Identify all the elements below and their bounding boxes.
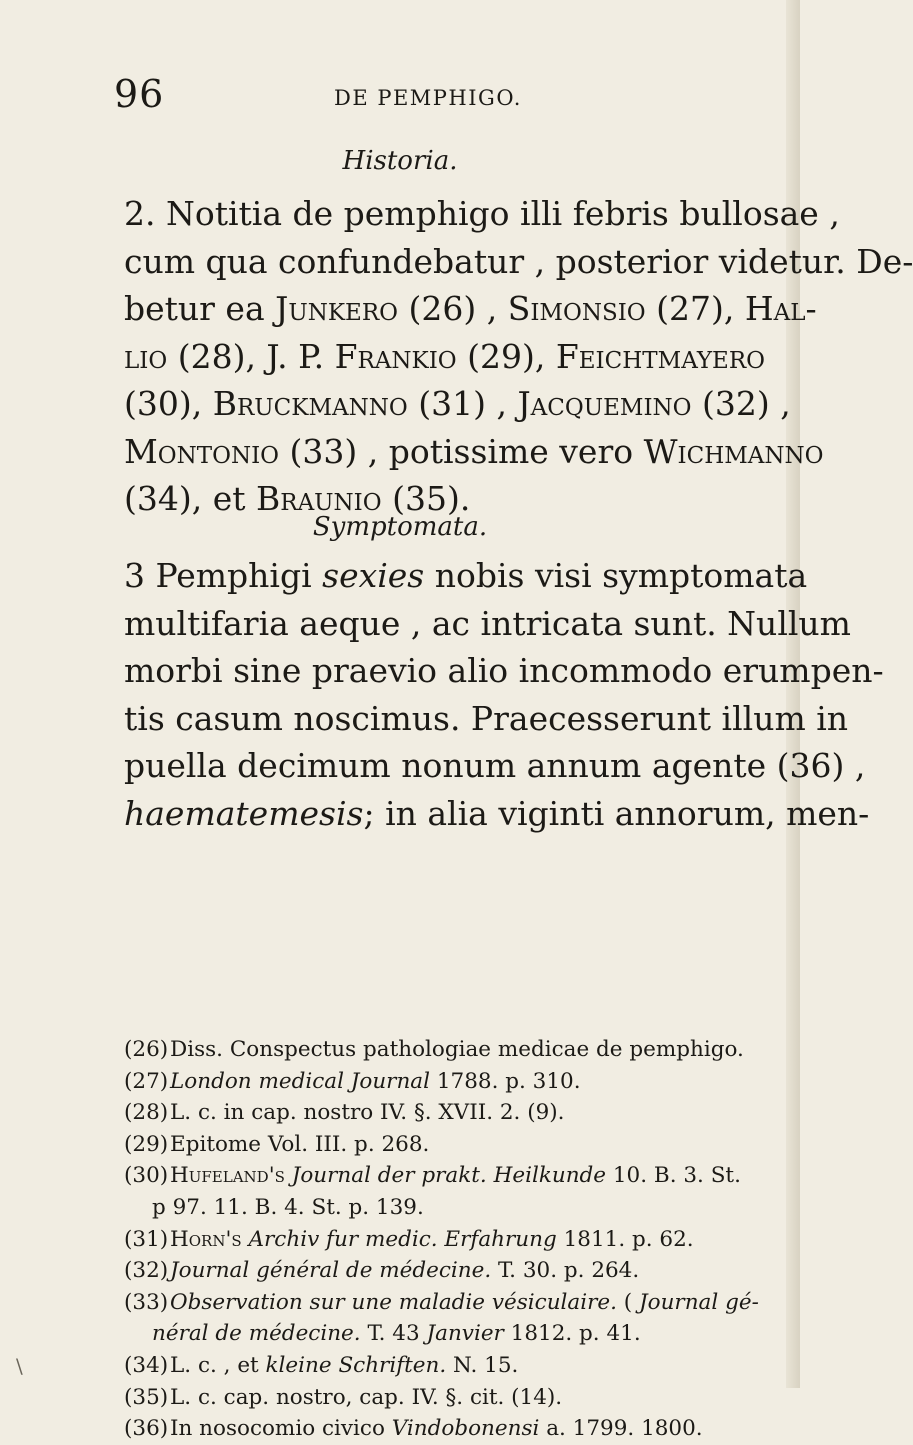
footnotes: [124, 1034, 759, 1445]
footnote: [124, 1413, 714, 1445]
italic-text: néral de médecine.: [152, 1321, 361, 1347]
text-run: puella decimum nonum annum agente (36) ,: [124, 746, 866, 785]
footnote-number: (36): [124, 1416, 169, 1442]
text-line: [124, 333, 766, 381]
footnote: [124, 1160, 741, 1192]
footnote-number: (35): [124, 1384, 169, 1410]
footnote: [124, 1097, 714, 1129]
text-run: multifaria aeque , ac intricata sunt. Nullum: [124, 603, 851, 643]
author-name: Feichtmayero: [555, 336, 766, 376]
text-run: morbi sine praevio alio incommodo erumpen-: [124, 651, 884, 690]
text-run: T. 43: [360, 1321, 427, 1347]
author-name: Junkero: [275, 289, 399, 328]
author-name: Wichmanno: [643, 431, 824, 471]
footnote-number: (31): [124, 1226, 169, 1252]
author-name: Hufeland's: [170, 1163, 285, 1189]
text-run: ; in alia viginti annorum, men-: [363, 793, 870, 833]
text-run: (29),: [456, 336, 556, 376]
author-name: Horn's: [170, 1226, 242, 1252]
text-line: [124, 552, 808, 600]
italic-text: Archiv fur medic. Erfahrung: [248, 1226, 557, 1252]
symptomata-paragraph: [124, 552, 884, 837]
text-run: (32) ,: [691, 384, 791, 423]
margin-mark: \: [16, 1354, 23, 1378]
footnote: [124, 1129, 714, 1161]
text-run: 10. B. 3. St.: [606, 1163, 741, 1189]
text-run: (35).: [381, 479, 471, 518]
text-run: tis casum noscimus. Praecesserunt illum in: [124, 698, 849, 738]
footnote: [124, 1224, 714, 1256]
italic-text: Observation sur une maladie vésiculaire.: [170, 1289, 617, 1315]
text-run: (30),: [124, 384, 213, 423]
footnote-number: (29): [124, 1131, 169, 1157]
author-name: Jacquemino: [517, 384, 692, 423]
footnote-number: (33): [124, 1289, 169, 1315]
text-run: 1788. p. 310.: [430, 1068, 581, 1094]
section-heading-symptomata: Symptomata.: [312, 512, 488, 542]
author-name: lio: [124, 336, 168, 376]
footnote-number: (30): [124, 1163, 169, 1189]
text-run: 2. Notitia de pemphigo illi febris bullosae ,: [124, 194, 840, 233]
author-name: Montonio: [124, 431, 280, 471]
italic-text: Journal général de médecine.: [170, 1258, 492, 1284]
text-run: In nosocomio civico: [170, 1416, 392, 1442]
text-run: (33) , potissime vero: [279, 431, 644, 471]
text-line: [124, 380, 791, 428]
running-head: [100, 72, 720, 122]
text-line: [124, 238, 913, 286]
text-run: 1811. p. 62.: [556, 1226, 694, 1252]
footnote: [124, 1066, 714, 1098]
text-run: (31) ,: [407, 384, 518, 423]
footnote-number: (26): [124, 1037, 169, 1062]
text-run: a. 1799. 1800.: [539, 1416, 703, 1442]
text-line: [124, 647, 884, 695]
italic-text: kleine Schriften.: [265, 1352, 447, 1378]
text-run: betur ea: [124, 289, 276, 328]
footnote-number: (28): [124, 1100, 169, 1126]
text-run: p 97. 11. B. 4. St. p. 139.: [152, 1194, 424, 1220]
author-name: Simonsio: [507, 289, 646, 328]
footnote: [124, 1350, 714, 1382]
page-number: 96: [114, 72, 165, 116]
footnote: [124, 1034, 744, 1066]
section-heading-historia: Historia.: [342, 146, 458, 176]
text-run: L. c. , et: [170, 1352, 266, 1378]
text-run: (28), J. P.: [167, 336, 335, 376]
italic-text: Janvier: [426, 1321, 504, 1347]
text-run: (26) ,: [398, 289, 508, 328]
text-run: (: [616, 1289, 640, 1315]
footnote: [124, 1287, 759, 1319]
footnote-number: (32): [124, 1258, 169, 1284]
text-run: (34), et: [124, 479, 256, 518]
text-run: N. 15.: [446, 1352, 519, 1378]
italic-text: sexies: [322, 556, 425, 595]
text-run: [242, 1227, 249, 1252]
text-run: (27),: [645, 289, 745, 328]
italic-text: Vindobonensi: [391, 1416, 540, 1442]
text-run: cum qua confundebatur , posterior videtur. De-: [124, 241, 913, 281]
text-run: [285, 1163, 292, 1188]
footnote: [124, 1255, 714, 1287]
text-line: [124, 428, 824, 476]
historia-paragraph: [124, 190, 913, 523]
italic-text: London medical Journal: [170, 1068, 431, 1094]
text-run: L. c. in cap. nostro IV. §. XVII. 2. (9).: [170, 1100, 565, 1126]
footnote: [124, 1382, 714, 1414]
text-run: Diss. Conspectus pathologiae medicae de pemphigo.: [170, 1037, 744, 1062]
text-line: [124, 285, 817, 333]
text-line: [124, 600, 851, 648]
footnote-number: (34): [124, 1352, 169, 1378]
text-run: T. 30. p. 264.: [491, 1258, 640, 1284]
footnote-number: (27): [124, 1068, 169, 1094]
text-run: nobis visi symptomata: [424, 556, 808, 595]
text-run: Epitome Vol. III. p. 268.: [170, 1131, 430, 1157]
italic-text: Journal gé-: [639, 1289, 759, 1315]
author-name: Frankio: [334, 336, 457, 376]
italic-text: Journal der prakt. Heilkunde: [291, 1163, 607, 1189]
text-line: [124, 742, 866, 790]
author-name: Hal-: [744, 289, 817, 328]
author-name: Bruckmanno: [212, 384, 408, 423]
text-line: [124, 790, 870, 838]
footnote: [124, 1192, 714, 1224]
italic-text: haematemesis: [124, 793, 364, 833]
running-title: DE PEMPHIGO.: [334, 86, 522, 110]
text-line: [124, 695, 849, 743]
text-line: [124, 190, 840, 238]
author-name: Braunio: [256, 479, 382, 518]
footnote: [124, 1318, 714, 1350]
text-run: L. c. cap. nostro, cap. IV. §. cit. (14).: [170, 1384, 563, 1410]
text-run: 3 Pemphigi: [124, 556, 323, 595]
text-run: 1812. p. 41.: [503, 1321, 641, 1347]
